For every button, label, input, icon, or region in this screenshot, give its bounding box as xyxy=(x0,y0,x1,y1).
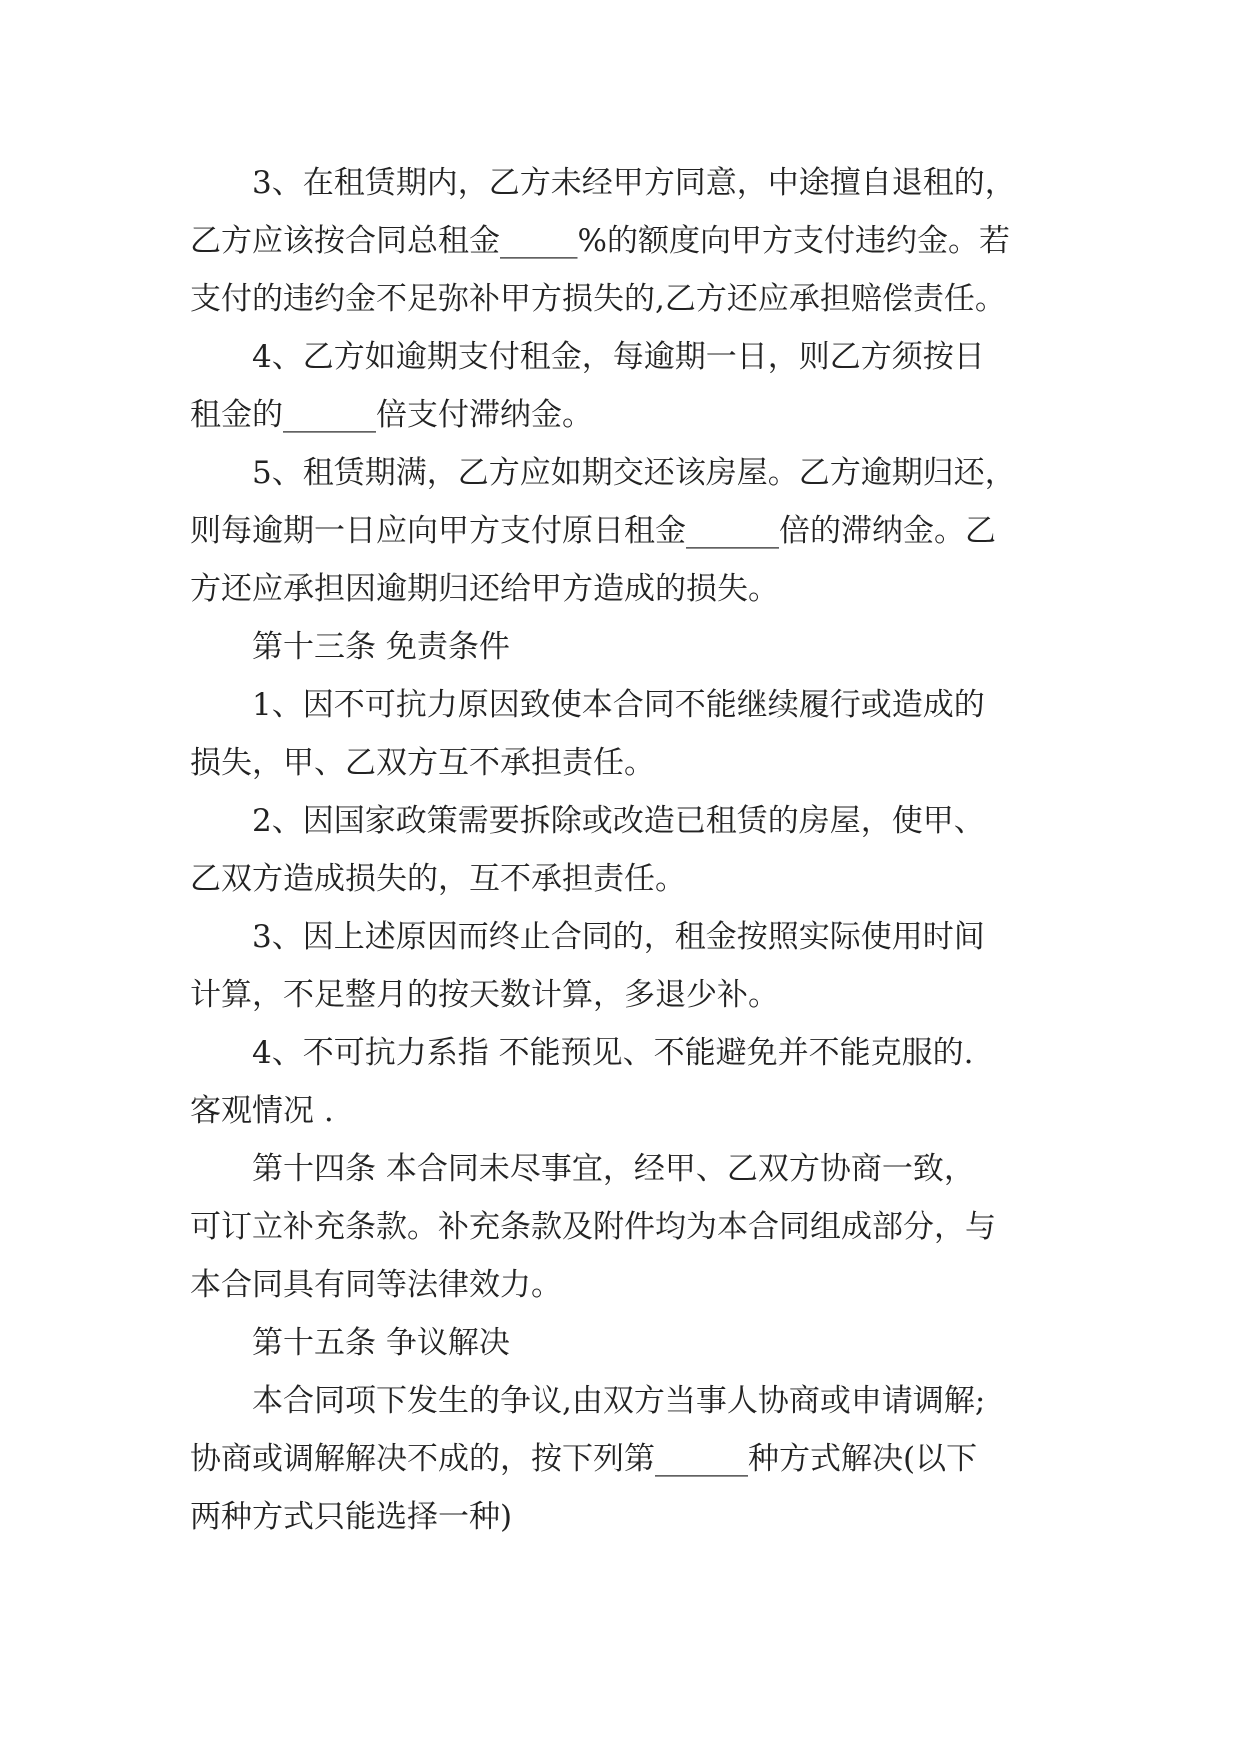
clause-13-item-4-line-1: 4、不可抗力系指 不能预见、不能避免并不能克服的. xyxy=(252,1035,974,1071)
clause-12-item-5-line-3: 方还应承担因逾期归还给甲方造成的损失。 xyxy=(190,571,779,607)
clause-12-item-4-line-1: 4、乙方如逾期支付租金，每逾期一日，则乙方须按日 xyxy=(252,339,985,375)
clause-15-line-3: 两种方式只能选择一种) xyxy=(190,1499,513,1535)
clause-15-heading: 第十五条 争议解决 xyxy=(252,1325,510,1361)
clause-12-item-5-line-1: 5、租赁期满，乙方应如期交还该房屋。乙方逾期归还， xyxy=(252,455,1016,491)
clause-13-item-1-line-1: 1、因不可抗力原因致使本合同不能继续履行或造成的 xyxy=(252,687,985,723)
clause-15-line-1: 本合同项下发生的争议,由双方当事人协商或申请调解; xyxy=(252,1383,986,1419)
clause-12-item-3-line-3: 支付的违约金不足弥补甲方损失的,乙方还应承担赔偿责任。 xyxy=(190,281,1006,317)
contract-body xyxy=(190,154,1090,1546)
clause-15-line-2: 协商或调解解决不成的，按下列第______种方式解决(以下 xyxy=(190,1441,978,1477)
clause-13-item-1-line-2: 损失，甲、乙双方互不承担责任。 xyxy=(190,745,655,781)
clause-14-line-2: 可订立补充条款。补充条款及附件均为本合同组成部分，与 xyxy=(190,1209,996,1245)
clause-14-line-1: 第十四条 本合同未尽事宜，经甲、乙双方协商一致， xyxy=(252,1151,975,1187)
clause-14-line-3: 本合同具有同等法律效力。 xyxy=(190,1267,562,1303)
clause-13-item-3-line-2: 计算，不足整月的按天数计算，多退少补。 xyxy=(190,977,779,1013)
clause-12-item-5-line-2: 则每逾期一日应向甲方支付原日租金______倍的滞纳金。乙 xyxy=(190,513,996,549)
clause-12-item-3-line-1: 3、在租赁期内，乙方未经甲方同意，中途擅自退租的， xyxy=(252,165,1016,201)
clause-12-item-3-line-2: 乙方应该按合同总租金_____%的额度向甲方支付违约金。若 xyxy=(190,223,1010,259)
clause-13-item-2-line-1: 2、因国家政策需要拆除或改造已租赁的房屋，使甲、 xyxy=(252,803,985,839)
clause-13-item-2-line-2: 乙双方造成损失的，互不承担责任。 xyxy=(190,861,686,897)
clause-13-item-4-line-2: 客观情况 . xyxy=(190,1093,334,1129)
clause-13-heading: 第十三条 免责条件 xyxy=(252,629,510,665)
clause-13-item-3-line-1: 3、因上述原因而终止合同的，租金按照实际使用时间 xyxy=(252,919,985,955)
clause-12-item-4-line-2: 租金的______倍支付滞纳金。 xyxy=(190,397,593,433)
